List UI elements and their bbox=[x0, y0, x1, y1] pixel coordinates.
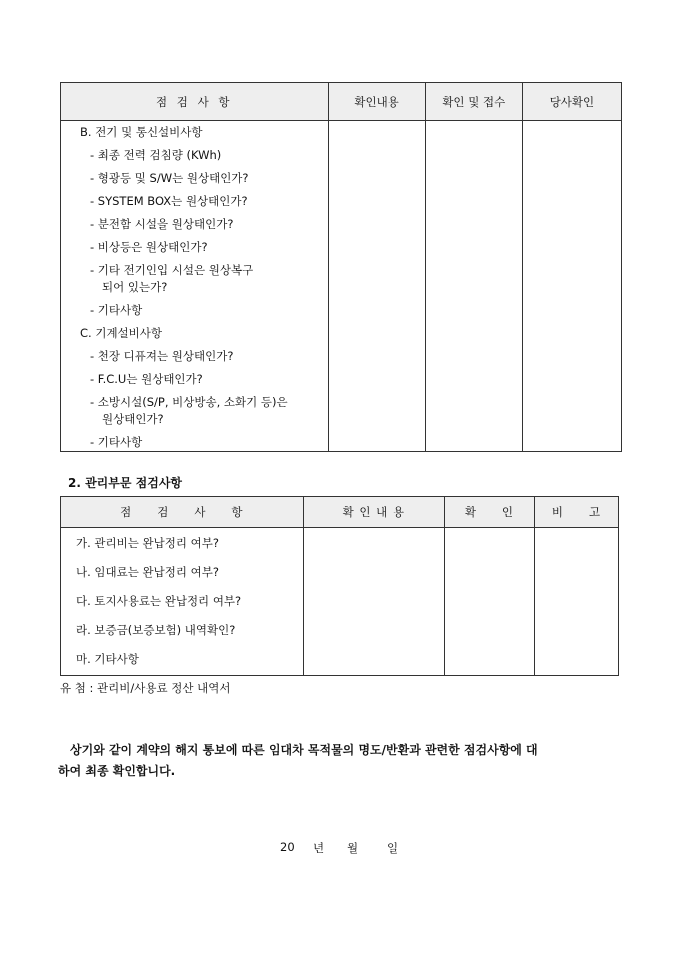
attachment-note: 유 첨 : 관리비/사용료 정산 내역서 bbox=[60, 681, 231, 695]
list-item: - 비상등은 원상태인가? bbox=[90, 240, 208, 254]
statement-line-1: 상기와 같이 계약의 해지 통보에 따른 임대차 목적물의 명도/반환과 관련한 점검사항에 대 bbox=[70, 743, 538, 757]
date-year-prefix: 20 bbox=[280, 840, 295, 854]
list-item: 나. 임대료는 완납정리 여부? bbox=[76, 565, 219, 579]
inspection-items-cell bbox=[61, 528, 304, 676]
list-item: - 최종 전력 검침량 (KWh) bbox=[90, 148, 222, 162]
header-inspection-items: 점 검 사 항 bbox=[61, 83, 329, 121]
date-year-label: 년 bbox=[313, 841, 325, 855]
management-inspection-table bbox=[60, 496, 619, 676]
list-item: - 기타사항 bbox=[90, 303, 143, 317]
confirm-content-cell[interactable] bbox=[328, 121, 425, 452]
confirm-content-cell[interactable] bbox=[303, 528, 444, 676]
statement-line-2: 하여 최종 확인합니다. bbox=[58, 764, 176, 778]
header-confirm-receipt: 확인 및 접수 bbox=[425, 83, 522, 121]
list-item: - SYSTEM BOX는 원상태인가? bbox=[90, 194, 248, 208]
date-day-label: 일 bbox=[387, 841, 399, 855]
list-item-continued: 되어 있는가? bbox=[102, 280, 168, 294]
list-item: B. 전기 및 통신설비사항 bbox=[80, 125, 203, 139]
list-item: C. 기계설비사항 bbox=[80, 326, 162, 340]
confirm-cell[interactable] bbox=[444, 528, 534, 676]
header-confirm: 확 인 bbox=[444, 497, 534, 528]
list-item: - 기타사항 bbox=[90, 435, 143, 449]
list-item: - 분전함 시설을 원상태인가? bbox=[90, 217, 234, 231]
header-confirm-content: 확 인 내 용 bbox=[303, 497, 444, 528]
list-item-continued: 원상태인가? bbox=[102, 412, 164, 426]
company-confirm-cell[interactable] bbox=[522, 121, 621, 452]
list-item: 가. 관리비는 완납정리 여부? bbox=[76, 536, 219, 550]
list-item: 마. 기타사항 bbox=[76, 652, 139, 666]
list-item: 라. 보증금(보증보험) 내역확인? bbox=[76, 623, 236, 637]
header-confirm-content: 확인내용 bbox=[328, 83, 425, 121]
header-inspection-items: 점 검 사 항 bbox=[61, 497, 304, 528]
inspection-items-cell bbox=[61, 121, 329, 452]
list-item: - 소방시설(S/P, 비상방송, 소화기 등)은 bbox=[90, 395, 288, 409]
list-item: - 기타 전기인입 시설은 원상복구 bbox=[90, 263, 254, 277]
list-item: - F.C.U는 원상태인가? bbox=[90, 372, 203, 386]
header-remarks: 비 고 bbox=[534, 497, 618, 528]
remarks-cell[interactable] bbox=[534, 528, 618, 676]
facility-inspection-table bbox=[60, 82, 622, 452]
section-title: 2. 관리부문 점검사항 bbox=[68, 476, 183, 490]
list-item: - 천장 디퓨져는 원상태인가? bbox=[90, 349, 234, 363]
list-item: - 형광등 및 S/W는 원상태인가? bbox=[90, 171, 249, 185]
list-item: 다. 토지사용료는 완납정리 여부? bbox=[76, 594, 242, 608]
header-company-confirm: 당사확인 bbox=[522, 83, 621, 121]
confirm-receipt-cell[interactable] bbox=[425, 121, 522, 452]
date-month-label: 월 bbox=[347, 841, 359, 855]
